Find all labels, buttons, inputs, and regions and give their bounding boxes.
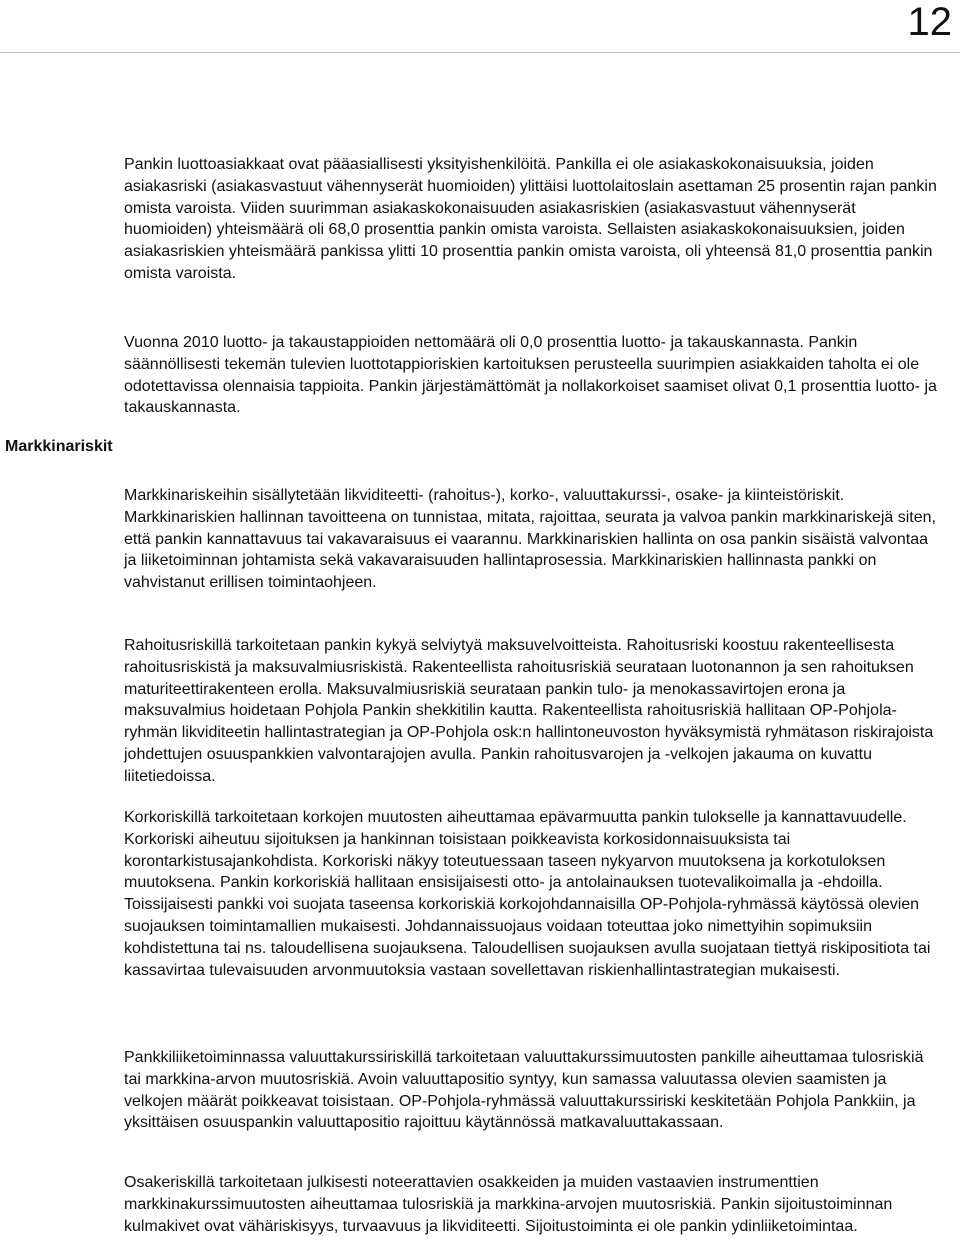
section-heading-markkinariskit: Markkinariskit: [5, 438, 113, 455]
page-number: 12: [907, 0, 952, 44]
header-rule: [0, 52, 960, 53]
paragraph-osakeriski: Osakeriskillä tarkoitetaan julkisesti noteerattavien osakkeiden ja muiden vastaavien instrumenttien markkinakurssimuutosten aiheuttamaa tulosriskiä ja markkina-arvojen muutosriskiä. Pankin sijoitustoiminnan kulmakivet ovat vähäriskisyys, turvaavuus ja likviditeetti. Sijoitustoiminta ei ole pankin ydinliiketoimintaa.: [124, 1174, 893, 1235]
paragraph-luottotappiot: Vuonna 2010 luotto- ja takaustappioiden nettomäärä oli 0,0 prosenttia luotto- ja takauskannasta. Pankin säännöllisesti tekemän tulevien luottotappioriskien kartoituksen perusteella suurimpien asiakkaiden taholta ei ole odotettavissa olennaisia tappioita. Pankin järjestämättömät ja nollakorkoiset saamiset olivat 0,1 prosenttia luotto- ja takauskannasta.: [124, 334, 937, 417]
paragraph-valuuttakurssiriski: Pankkiliiketoiminnassa valuuttakurssiriskillä tarkoitetaan valuuttakurssimuutosten pankille aiheuttamaa tulosriskiä tai markkina-arvon muutosriskiä. Avoin valuuttapositio syntyy, kun samassa valuutassa olevien saamisten ja velkojen määrät poikkeavat toisistaan. OP-Pohjola-ryhmässä valuuttakurssiriski keskitetään Pohjola Pankkiin, ja yksittäisen osuuspankin valuuttapositio rajoittuu käytännössä matkavaluuttakassaan.: [124, 1049, 924, 1132]
paragraph-korkoriski: Korkoriskillä tarkoitetaan korkojen muutosten aiheuttamaa epävarmuutta pankin tulokselle ja kannattavuudelle. Korkoriski aiheutuu sijoituksen ja hankinnan toisistaan poikkeavista korkosidonnaisuuksista tai korontarkistusajankohdista. Korkoriski näkyy toteutuessaan taseen nykyarvon muutoksena ja korkotuloksen muutoksena. Pankin korkoriskiä hallitaan ensisijaisesti otto- ja antolainauksen tuotevalikoimalla ja -ehdoilla. Toissijaisesti pankki voi suojata taseensa korkoriskiä korkojohdannaisilla OP-Pohjola-ryhmässä käytössä olevien suojauksen toimintamallien mukaisesti. Johdannaissuojaus voidaan toteuttaa joko nimettyihin sopimuksiin kohdistettuna tai ns. taloudellisena suojauksena. Taloudellisen suojauksen avulla suojataan tiettyä riskipositiota tai kassavirtaa tulevaisuuden arvonmuutoksia vastaan sovellettavan riskienhallintastrategian mukaisesti.: [124, 809, 931, 979]
paragraph-markkinariskit: Markkinariskeihin sisällytetään likviditeetti- (rahoitus-), korko-, valuuttakurssi-, osake- ja kiinteistöriskit. Markkinariskien hallinnan tavoitteena on tunnistaa, mitata, rajoittaa, seurata ja valvoa pankin markkinariskejä siten, että pankin kannattavuus tai vakavaraisuus ei vaarannu. Markkinariskien hallinta on osa pankin sisäistä valvontaa ja liiketoiminnan johtamista sekä vakavaraisuuden hallintaprosessia. Markkinariskien hallinnasta pankki on vahvistanut erillisen toimintaohjeen.: [124, 487, 936, 592]
paragraph-rahoitusriski: Rahoitusriskillä tarkoitetaan pankin kykyä selviytyä maksuvelvoitteista. Rahoitusriski koostuu rakenteellisesta rahoitusriskistä ja maksuvalmiusriskistä. Rakenteellista rahoitusriskiä seurataan luotonannon ja sen rahoituksen maturiteettirakenteen erolla. Maksuvalmiusriskiä seurataan pankin tulo- ja menokassavirtojen erona ja maksuvalmius hoidetaan Pohjola Pankin shekkitilin kautta. Rakenteellista rahoitusriskiä hallitaan OP-Pohjola-ryhmän likviditeetin hallintastrategian ja OP-Pohjola osk:n hallintoneuvoston hyväksymistä ryhmätason riskirajoista johdettujen osuuspankkien valvontarajojen avulla. Pankin rahoitusvarojen ja -velkojen jakauma on kuvattu liitetiedoissa.: [124, 637, 934, 785]
paragraph-asiakasriskit: Pankin luottoasiakkaat ovat pääasiallisesti yksityishenkilöitä. Pankilla ei ole asiakaskokonaisuuksia, joiden asiakasriski (asiakasvastuut vähennyserät huomioiden) ylittäisi luottolaitoslain asettaman 25 prosentin rajan pankin omista varoista. Viiden suurimman asiakaskokonaisuuden asiakasriskien (asiakasvastuut vähennyserät huomioiden) yhteismäärä oli 68,0 prosenttia pankin omista varoista. Sellaisten asiakaskokonaisuuksien, joiden asiakasriskien yhteismäärä pankissa ylitti 10 prosenttia pankin omista varoista, oli yhteensä 81,0 prosenttia pankin omista varoista.: [124, 156, 937, 282]
